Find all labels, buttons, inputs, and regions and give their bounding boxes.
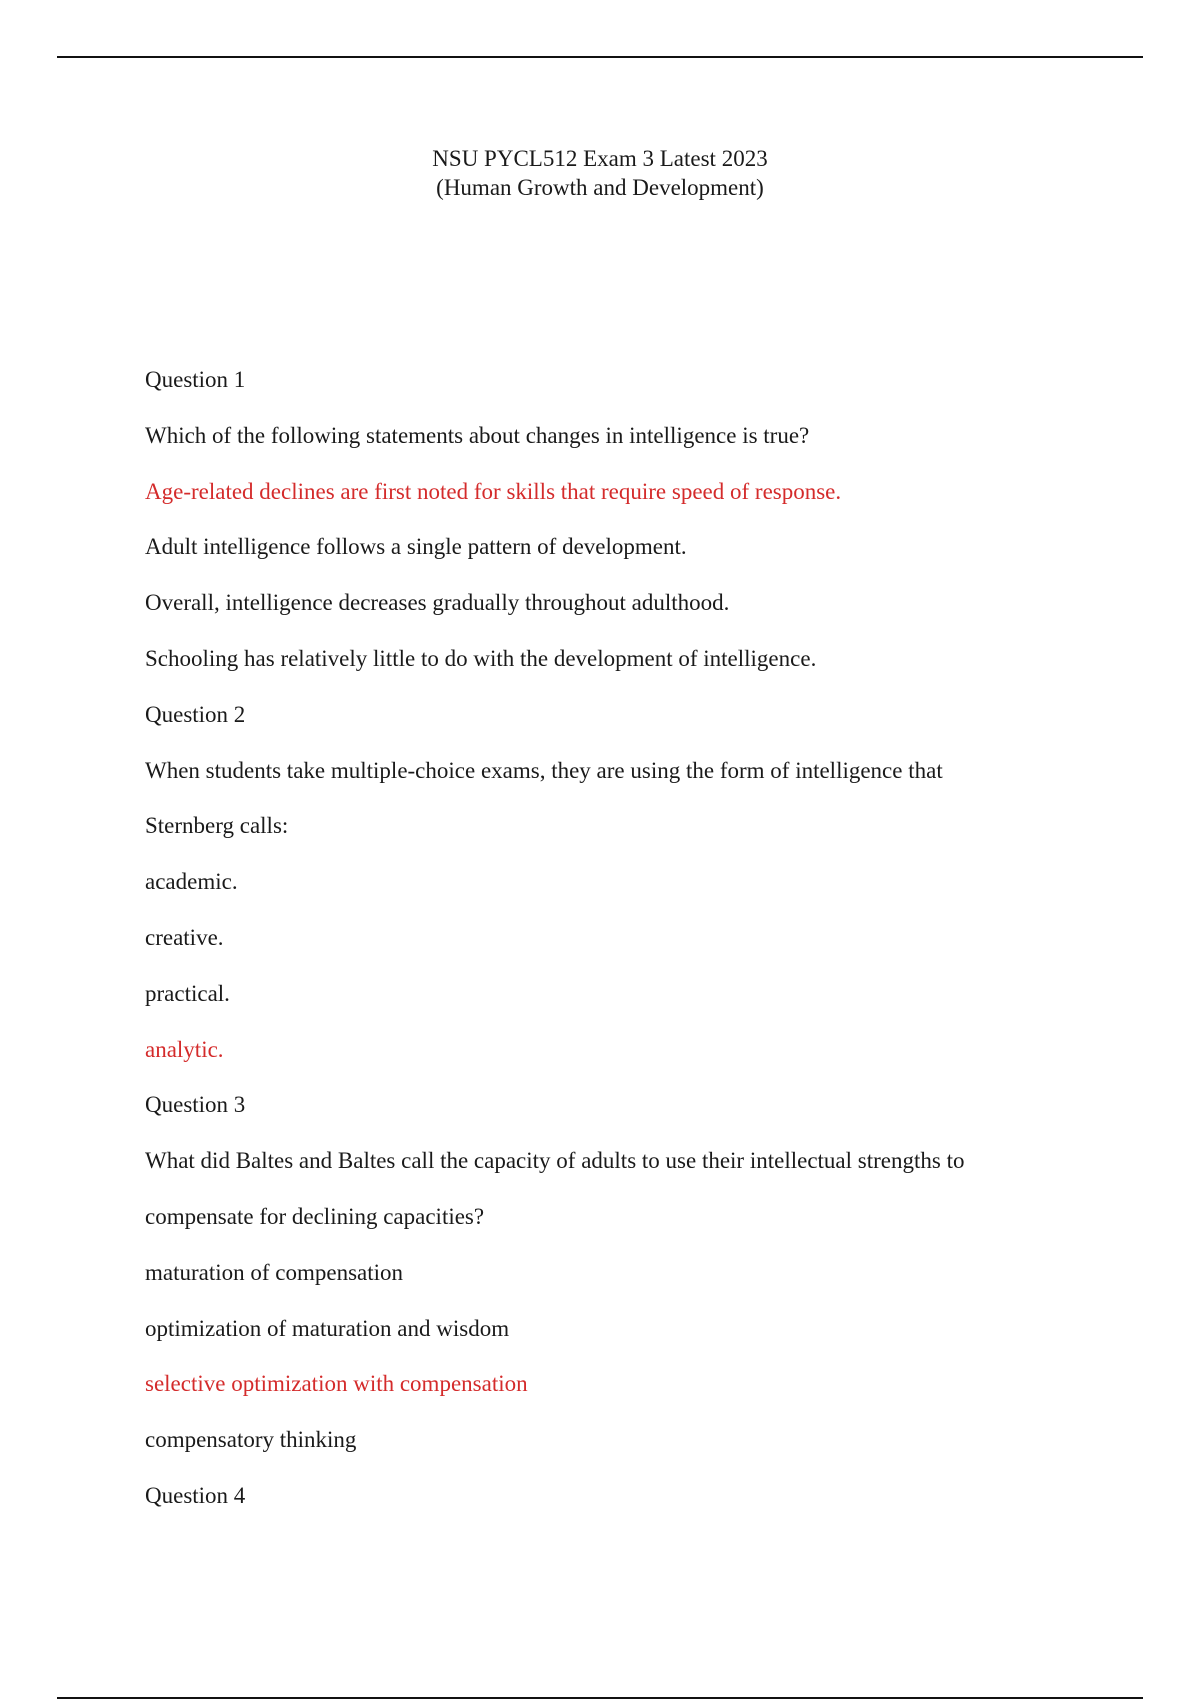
question-prompt: When students take multiple-choice exams, they are using the form of intelligence that — [145, 757, 943, 783]
answer-option-correct: Age-related declines are first noted for skills that require speed of response. — [145, 478, 842, 504]
document-subtitle: (Human Growth and Development) — [436, 175, 764, 200]
answer-option: compensatory thinking — [145, 1427, 357, 1453]
question-label: Question 3 — [145, 1092, 246, 1118]
answer-option: Overall, intelligence decreases gradually throughout adulthood. — [145, 590, 730, 616]
question-label: Question 2 — [145, 701, 246, 727]
answer-option: practical. — [145, 980, 230, 1006]
answer-option-correct: selective optimization with compensation — [145, 1371, 528, 1397]
question-label: Question 1 — [145, 367, 246, 392]
question-prompt: Which of the following statements about changes in intelligence is true? — [145, 422, 810, 448]
question-prompt: compensate for declining capacities? — [145, 1203, 485, 1229]
question-label: Question 4 — [145, 1482, 246, 1508]
answer-option: Adult intelligence follows a single pattern of development. — [145, 534, 687, 560]
bottom-rule — [57, 1697, 1143, 1699]
question-prompt: What did Baltes and Baltes call the capacity of adults to use their intellectual strengths to — [145, 1148, 965, 1174]
document-title: NSU PYCL512 Exam 3 Latest 2023 — [432, 146, 768, 171]
document-header — [0, 144, 1200, 202]
top-rule — [57, 56, 1143, 58]
answer-option-correct: analytic. — [145, 1036, 224, 1062]
answer-option: academic. — [145, 869, 238, 895]
answer-option: optimization of maturation and wisdom — [145, 1315, 510, 1341]
answer-option: maturation of compensation — [145, 1259, 404, 1285]
answer-option: creative. — [145, 924, 224, 950]
exam-content — [145, 365, 1105, 1537]
question-prompt: Sternberg calls: — [145, 813, 289, 839]
answer-option: Schooling has relatively little to do with the development of intelligence. — [145, 645, 817, 671]
